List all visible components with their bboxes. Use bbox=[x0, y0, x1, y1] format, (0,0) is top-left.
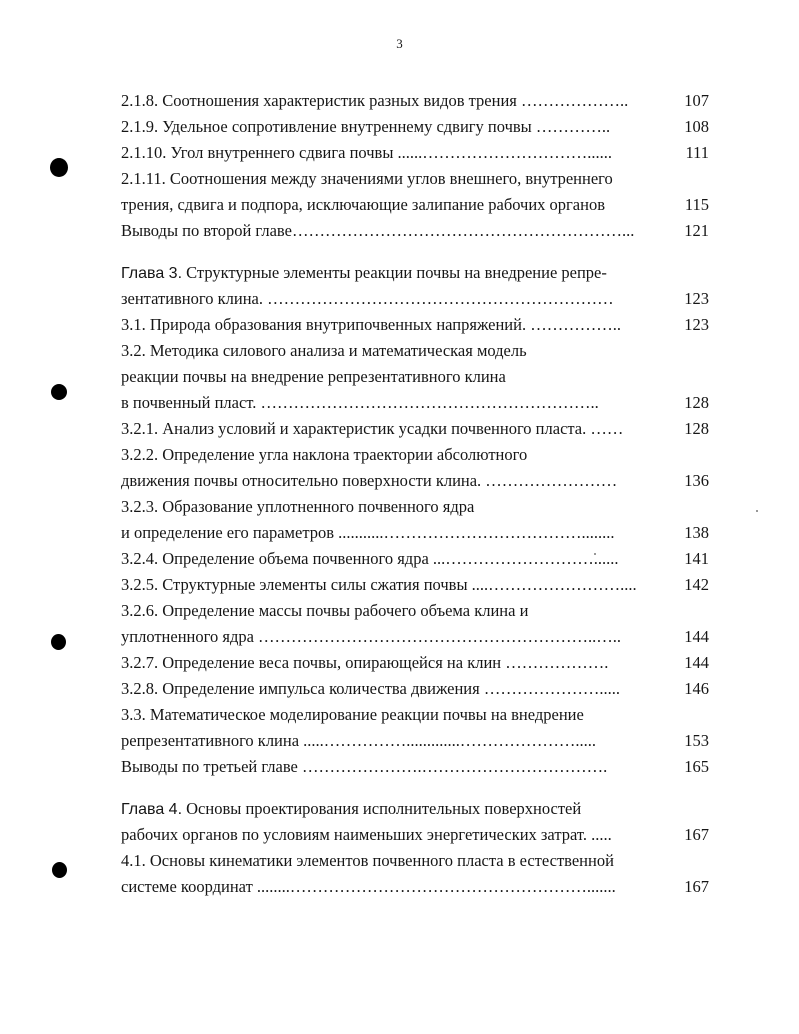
chapter-heading bbox=[121, 260, 711, 286]
toc-entry-page: 153 bbox=[684, 731, 709, 750]
toc-entry-title: 3.2.3. Образование уплотненного почвенного ядра bbox=[121, 497, 475, 516]
toc-entry-title: 3.2.2. Определение угла наклона траектории абсолютного bbox=[121, 445, 528, 464]
toc-entry-title: движения почвы относительно поверхности клина. …………………… bbox=[121, 471, 618, 490]
toc-entry bbox=[121, 494, 711, 520]
toc-entry bbox=[121, 218, 711, 244]
punch-hole-1 bbox=[50, 158, 68, 177]
toc-entry-page: 128 bbox=[684, 419, 709, 438]
toc-entry-page: 141 bbox=[684, 549, 709, 568]
toc-entry-title: 3.1. Природа образования внутрипочвенных напряжений. …………….. bbox=[121, 315, 621, 334]
toc-entry bbox=[121, 364, 711, 390]
toc-entry-title: 4.1. Основы кинематики элементов почвенного пласта в естественной bbox=[121, 851, 614, 870]
toc-entry-page: 115 bbox=[684, 195, 709, 214]
toc-entry bbox=[121, 88, 711, 114]
toc-entry-title: 3.2. Методика силового анализа и математическая модель bbox=[121, 341, 527, 360]
toc-entry-title: в почвенный пласт. …………………………………………………….. bbox=[121, 393, 599, 412]
toc-entry-page: 146 bbox=[684, 679, 709, 698]
scan-speck bbox=[756, 510, 758, 512]
toc-entry-page: 121 bbox=[684, 221, 709, 240]
toc-entry bbox=[121, 442, 711, 468]
toc-entry-title: и определение его параметров ...........………………………………........ bbox=[121, 523, 615, 542]
table-of-contents bbox=[121, 88, 711, 900]
toc-entry bbox=[121, 676, 711, 702]
toc-entry bbox=[121, 166, 711, 192]
chapter-title: Структурные элементы реакции почвы на внедрение репре- bbox=[182, 263, 607, 282]
toc-entry-title: зентативного клина. ……………………………………………………… bbox=[121, 289, 614, 308]
punch-hole-2 bbox=[51, 384, 67, 400]
toc-entry-title: 3.2.1. Анализ условий и характеристик усадки почвенного пласта. …… bbox=[121, 419, 624, 438]
page-number: 3 bbox=[396, 36, 403, 51]
chapter-label: Глава 4. bbox=[121, 801, 183, 818]
toc-entry bbox=[121, 114, 711, 140]
toc-entry-page: 123 bbox=[684, 289, 709, 308]
toc-entry-title: рабочих органов по условиям наименьших энергетических затрат. ..... bbox=[121, 825, 612, 844]
toc-entry bbox=[121, 338, 711, 364]
toc-entry bbox=[121, 312, 711, 338]
toc-entry-title: уплотненного ядра ……………………………………………………..….. bbox=[121, 627, 622, 646]
toc-entry-page: 108 bbox=[684, 117, 709, 136]
toc-entry bbox=[121, 140, 711, 166]
punch-hole-3 bbox=[51, 634, 66, 650]
chapter-heading bbox=[121, 796, 711, 822]
toc-entry bbox=[121, 874, 711, 900]
toc-entry-title: 3.2.8. Определение импульса количества движения …………………..... bbox=[121, 679, 620, 698]
toc-entry-title: репрезентативного клина .....…………….............…………………..... bbox=[121, 731, 597, 750]
toc-entry bbox=[121, 468, 711, 494]
toc-entry bbox=[121, 650, 711, 676]
chapter-label: Глава 3. bbox=[121, 265, 183, 282]
toc-entry-page: 167 bbox=[684, 825, 709, 844]
toc-entry-title: системе координат ........………………………………………………....... bbox=[121, 877, 616, 896]
toc-entry bbox=[121, 822, 711, 848]
toc-entry bbox=[121, 598, 711, 624]
toc-entry-title: 2.1.10. Угол внутреннего сдвига почвы ......…………………………...... bbox=[121, 143, 613, 162]
toc-entry-title: 3.3. Математическое моделирование реакции почвы на внедрение bbox=[121, 705, 584, 724]
toc-entry-page: 107 bbox=[684, 91, 709, 110]
toc-entry-page: 138 bbox=[684, 523, 709, 542]
toc-entry-title: 2.1.11. Соотношения между значениями углов внешнего, внутреннего bbox=[121, 169, 613, 188]
toc-entry-page: 111 bbox=[685, 143, 709, 162]
toc-entry bbox=[121, 754, 711, 780]
toc-entry-page: 128 bbox=[684, 393, 709, 412]
toc-entry bbox=[121, 728, 711, 754]
toc-entry bbox=[121, 572, 711, 598]
toc-entry bbox=[121, 520, 711, 546]
toc-entry-page: 123 bbox=[684, 315, 709, 334]
toc-entry-title: 2.1.8. Соотношения характеристик разных видов трения ……………….. bbox=[121, 91, 629, 110]
toc-entry bbox=[121, 286, 711, 312]
toc-entry-title: 3.2.7. Определение веса почвы, опирающейся на клин ………………. bbox=[121, 653, 609, 672]
toc-entry bbox=[121, 192, 711, 218]
toc-entry-title: 2.1.9. Удельное сопротивление внутреннему сдвигу почвы ………….. bbox=[121, 117, 611, 136]
toc-entry bbox=[121, 546, 711, 572]
toc-entry-page: 136 bbox=[684, 471, 709, 490]
toc-entry bbox=[121, 624, 711, 650]
toc-entry bbox=[121, 390, 711, 416]
toc-entry bbox=[121, 702, 711, 728]
toc-entry-page: 144 bbox=[684, 653, 709, 672]
chapter-title: Основы проектирования исполнительных поверхностей bbox=[182, 799, 582, 818]
toc-entry-title: 3.2.5. Структурные элементы силы сжатия почвы ....…………………….... bbox=[121, 575, 637, 594]
toc-entry bbox=[121, 416, 711, 442]
toc-entry-title: Выводы по третьей главе ………………….……………………………. bbox=[121, 757, 608, 776]
toc-entry-page: 167 bbox=[684, 877, 709, 896]
toc-entry-title: трения, сдвига и подпора, исключающие залипание рабочих органов bbox=[121, 195, 606, 214]
toc-entry-title: 3.2.4. Определение объема почвенного ядра ...………………………...... bbox=[121, 549, 619, 568]
toc-entry bbox=[121, 848, 711, 874]
punch-hole-4 bbox=[52, 862, 67, 878]
toc-entry-page: 165 bbox=[684, 757, 709, 776]
toc-entry-title: 3.2.6. Определение массы почвы рабочего объема клина и bbox=[121, 601, 529, 620]
toc-entry-title: реакции почвы на внедрение репрезентативного клина bbox=[121, 367, 506, 386]
toc-entry-page: 144 bbox=[684, 627, 709, 646]
toc-entry-title: Выводы по второй главе……………………………………………………... bbox=[121, 221, 635, 240]
toc-entry-page: 142 bbox=[684, 575, 709, 594]
